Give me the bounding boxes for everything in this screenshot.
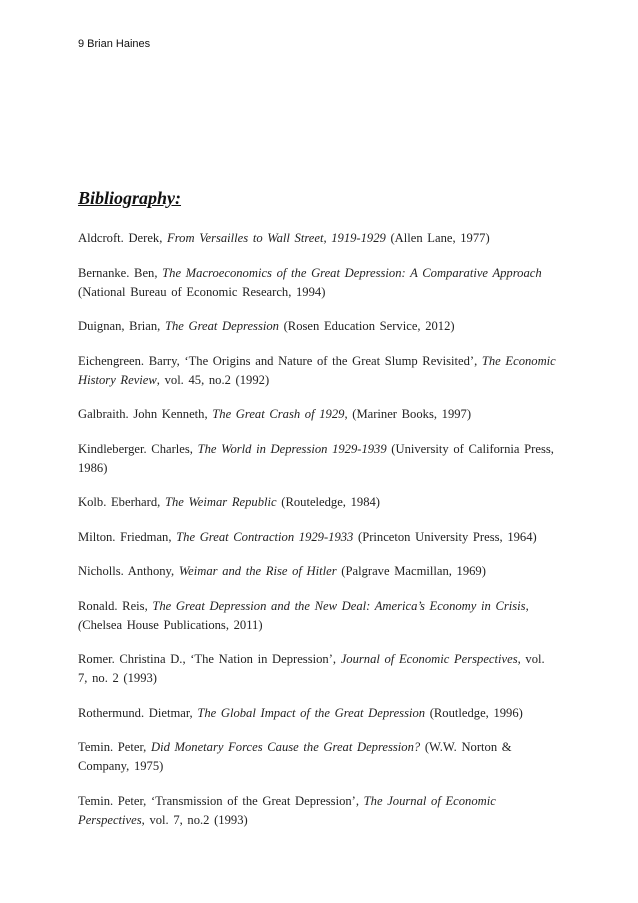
- entry-title: The Global Impact of the Great Depression: [197, 705, 426, 720]
- bibliography-entry: [78, 405, 556, 424]
- entry-title: From Versailles to Wall Street, 1919-1929: [167, 231, 386, 245]
- entry-author: Romer. Christina D., ‘The Nation in Depression’,: [78, 652, 341, 666]
- entry-publication: (Allen Lane, 1977): [385, 231, 490, 245]
- entry-author: Bernanke. Ben,: [78, 265, 163, 280]
- entry-author: Duignan, Brian,: [78, 319, 165, 333]
- entry-title: The World in Depression 1929-1939: [197, 441, 387, 456]
- entry-author: Temin. Peter,: [78, 740, 151, 754]
- entry-title: The Journal of Economic Perspectives: [78, 793, 496, 827]
- entry-publication: , vol. 7, no.2 (1993): [141, 812, 248, 827]
- page-header: 9 Brian Haines: [78, 38, 151, 50]
- bibliography-entry: [78, 264, 556, 302]
- bibliography-entry: [78, 229, 556, 248]
- entry-title: Journal of Economic Perspectives: [340, 652, 518, 666]
- entry-publication: (Routledge, 1996): [425, 705, 523, 720]
- entry-author: Kolb. Eberhard,: [78, 495, 165, 509]
- bibliography-entry: [78, 493, 556, 512]
- entry-author: Rothermund. Dietmar,: [78, 705, 198, 720]
- bibliography-list: [78, 229, 556, 845]
- entry-title: The Weimar Republic: [164, 495, 277, 509]
- entry-title: The Macroeconomics of the Great Depression: A Comparative Approach: [162, 265, 542, 280]
- entry-title: The Great Depression and the New Deal: America’s Economy in Crisis, (: [78, 598, 529, 632]
- entry-title: The Great Crash of 1929: [212, 407, 345, 421]
- entry-publication: (Routeledge, 1984): [276, 495, 380, 509]
- entry-publication: (Rosen Education Service, 2012): [278, 319, 455, 333]
- entry-author: Temin. Peter, ‘Transmission of the Great Depression’,: [78, 793, 364, 808]
- bibliography-entry: [78, 704, 556, 723]
- entry-publication: , vol. 7, no. 2 (1993): [78, 652, 545, 685]
- entry-publication: , (Mariner Books, 1997): [344, 407, 472, 421]
- entry-publication: (University of California Press, 1986): [78, 441, 554, 475]
- bibliography-heading: Bibliography:: [78, 188, 182, 208]
- entry-publication: (Palgrave Macmillan, 1969): [336, 564, 486, 578]
- entry-author: Aldcroft. Derek,: [78, 231, 168, 245]
- bibliography-entry: [78, 792, 556, 830]
- bibliography-entry: [78, 738, 556, 776]
- entry-author: Ronald. Reis,: [78, 598, 153, 613]
- entry-publication: , vol. 45, no.2 (1992): [156, 372, 270, 387]
- entry-title: The Economic History Review: [78, 353, 556, 387]
- entry-author: Galbraith. John Kenneth,: [78, 407, 213, 421]
- bibliography-entry: [78, 562, 556, 581]
- entry-publication: Chelsea House Publications, 2011): [82, 617, 263, 632]
- entry-title: Did Monetary Forces Cause the Great Depression?: [150, 740, 421, 754]
- bibliography-entry: [78, 597, 556, 635]
- bibliography-entry: [78, 317, 556, 336]
- entry-title: The Great Depression: [164, 319, 279, 333]
- bibliography-entry: [78, 352, 556, 390]
- bibliography-entry: [78, 440, 556, 478]
- entry-author: Eichengreen. Barry, ‘The Origins and Nature of the Great Slump Revisited’,: [78, 353, 482, 368]
- entry-publication: (Princeton University Press, 1964): [353, 529, 537, 544]
- entry-author: Milton. Friedman,: [78, 529, 177, 544]
- bibliography-entry: [78, 528, 556, 547]
- entry-author: Kindleberger. Charles,: [78, 441, 198, 456]
- bibliography-entry: [78, 650, 556, 688]
- entry-publication: (National Bureau of Economic Research, 1994): [78, 284, 326, 299]
- entry-title: The Great Contraction 1929-1933: [176, 529, 354, 544]
- entry-title: Weimar and the Rise of Hitler: [178, 564, 337, 578]
- entry-author: Nicholls. Anthony,: [78, 564, 179, 578]
- entry-publication: (W.W. Norton & Company, 1975): [78, 740, 512, 773]
